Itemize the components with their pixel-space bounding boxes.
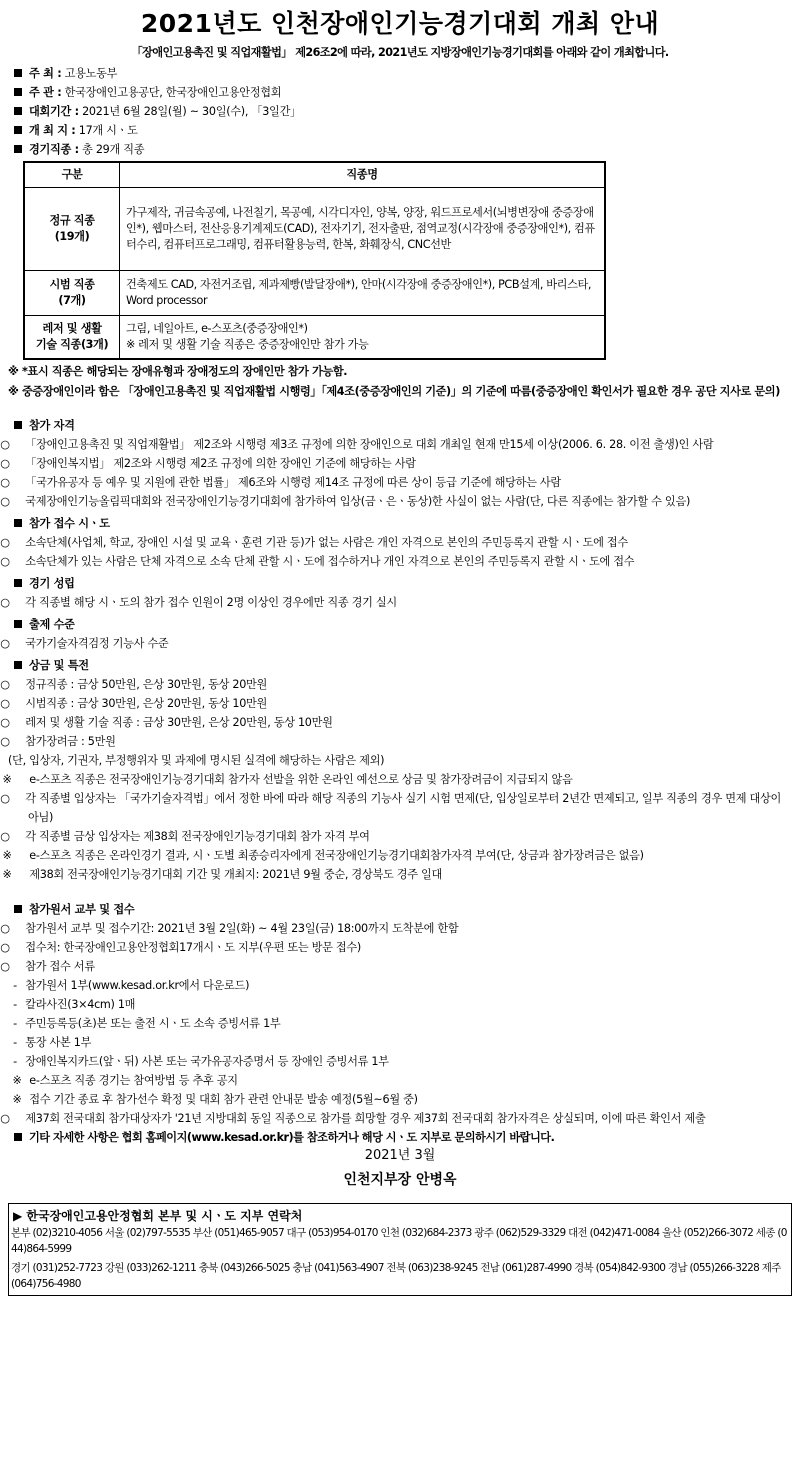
list-item: ○ 참가 접수 서류 (8, 957, 792, 976)
list-item: - 주민등록등(초)본 또는 출전 시ㆍ도 소속 증빙서류 1부 (8, 1014, 792, 1033)
signature-name: 인천지부장 안병옥 (343, 1172, 457, 1188)
table-jobs-cell: 건축제도 CAD, 자전거조립, 제과제빵(발달장애*), 안마(시각장애 중증장애인*), PCB설계, 바리스타, Word processor (120, 271, 606, 316)
overview-period: 대회기간 : 2021년 6월 28일(월) ~ 30일(수), 「3일간」 (8, 102, 792, 121)
list-item: ○ 각 직종별 입상자는 「국가기술자격법」에서 정한 바에 따라 해당 직종의 기능사 실기 시험 면제(단, 입상일로부터 2년간 면제되고, 일부 직종의 경우 면제 대상이 아님) (8, 789, 792, 827)
square-bullet-icon (14, 661, 22, 669)
contact-line-1: 본부 (02)3210-4056 서울 (02)797-5535 부산 (051)465-9057 대구 (053)954-0170 인천 (032)684-2373 광주 (062)529-3329 대전 (042)471-0084 울산 (052)266-3072 세종 (044)864-5999 (11, 1227, 787, 1255)
section-establish (0, 574, 792, 612)
dash-bullet-icon: - (13, 1055, 17, 1068)
dash-bullet-icon: - (13, 979, 17, 992)
list-item: ※ e-스포츠 직종은 온라인경기 결과, 시ㆍ도별 최종승리자에게 전국장애인기능경기대회참가자격 부여(단, 상금과 참가장려금은 없음) (8, 846, 792, 865)
list-item: ○ 레저 및 생활 기술 직종 : 금상 30만원, 은상 20만원, 동상 10만원 (8, 713, 792, 732)
dash-bullet-icon: - (13, 998, 17, 1011)
circle-bullet-icon: ○ (0, 830, 10, 843)
list-item: ○ 참가장려금 : 5만원 (8, 732, 792, 751)
section-level (0, 615, 792, 653)
list-item: ※ e-스포츠 직종 경기는 참여방법 등 추후 공지 (8, 1071, 792, 1090)
list-item: ○ 「장애인복지법」 제2조와 시행령 제2조 규정에 의한 장애인 기준에 해당하는 사람 (8, 454, 792, 473)
list-item: ○ 국가기술자격검정 기능사 수준 (8, 634, 792, 653)
list-item: ○ 각 직종별 해당 시ㆍ도의 참가 접수 인원이 2명 이상인 경우에만 직종 경기 실시 (8, 593, 792, 612)
section-title: 참가 접수 시ㆍ도 (29, 517, 110, 530)
list-item: ○ 시범직종 : 금상 30만원, 은상 20만원, 동상 10만원 (8, 694, 792, 713)
reference-mark-icon: ※ (2, 773, 12, 786)
signature-date: 2021년 3월 (364, 1148, 436, 1163)
overview-events: 경기직종 : 총 29개 직종 (8, 140, 792, 159)
list-item: ※ 접수 기간 종료 후 참가선수 확정 및 대회 참가 관련 안내문 발송 예정(5월~6월 중) (8, 1090, 792, 1109)
list-item: ※ e-스포츠 직종은 전국장애인기능경기대회 참가자 선발을 위한 온라인 예선으로 상금 및 참가장려금이 지급되지 않음 (8, 770, 792, 789)
circle-bullet-icon: ○ (0, 716, 10, 729)
square-bullet-icon (14, 905, 22, 913)
list-item: ○ 정규직종 : 금상 50만원, 은상 30만원, 동상 20만원 (8, 675, 792, 694)
square-bullet-icon (14, 519, 22, 527)
square-bullet-icon (14, 107, 22, 115)
closing-note: 기타 자세한 사항은 협회 홈페이지(www.kesad.or.kr)를 참조하거나 해당 시ㆍ도 지부로 문의하시기 바랍니다. (8, 1128, 792, 1147)
table-header-category: 구분 (24, 162, 120, 188)
list-item: - 참가원서 1부(www.kesad.or.kr에서 다운로드) (8, 976, 792, 995)
contact-box (8, 1203, 792, 1296)
contact-line-2: 경기 (031)252-7723 강원 (033)262-1211 충북 (043)266-5025 충남 (041)563-4907 전북 (063)238-9245 전남 (061)287-4990 경북 (054)842-9300 경남 (055)266-3228 제주 (064)756-4980 (11, 1262, 781, 1290)
circle-bullet-icon: ○ (0, 495, 10, 508)
list-item: ○ 국제장애인기능올림픽대회와 전국장애인기능경기대회에 참가하여 입상(금ㆍ은ㆍ동상)한 사실이 없는 사람(단, 다른 직종에는 참가할 수 있음) (8, 492, 792, 511)
section-title: 상금 및 특전 (29, 659, 89, 672)
subtitle: 「장애인고용촉진 및 직업재활법」 제26조2에 따라, 2021년도 지방장애인기능경기대회를 아래와 같이 개최합니다. (131, 46, 669, 59)
list-item: ○ 소속단체(사업체, 학교, 장애인 시설 및 교육ㆍ훈련 기관 등)가 없는 사람은 개인 자격으로 본인의 주민등록지 관할 시ㆍ도에 접수 (8, 533, 792, 552)
table-jobs-cell: 가구제작, 귀금속공예, 나전칠기, 목공예, 시각디자인, 양복, 양장, 워드프로세서(뇌병변장애 중증장애인*), 웹마스터, 전산응용기계제도(CAD), 전자기기, 전자출판, 점역교정(시각장애 중증장애인*), 컴퓨터수리, 컴퓨터프로그래밍, 컴퓨터활용능력, 한복, 화훼장식, CNC선반 (120, 188, 606, 271)
circle-bullet-icon: ○ (0, 1112, 10, 1125)
reference-mark-icon: ※ (12, 1093, 22, 1106)
section-title: 출제 수준 (29, 618, 75, 631)
overview-organizer: 주 관 : 한국장애인고용공단, 한국장애인고용안정협회 (8, 83, 792, 102)
circle-bullet-icon: ○ (0, 922, 10, 935)
dash-bullet-icon: - (13, 1017, 17, 1030)
list-item: (단, 입상자, 기권자, 부정행위자 및 과제에 명시된 실격에 해당하는 사람은 제외) (8, 754, 385, 767)
square-bullet-icon (14, 421, 22, 429)
table-jobs-cell: 그림, 네일아트, e-스포츠(중증장애인*) ※ 레저 및 생활 기술 직종은 중증장애인만 참가 가능 (120, 316, 606, 360)
circle-bullet-icon: ○ (0, 735, 10, 748)
reference-mark-icon: ※ (12, 1074, 22, 1087)
circle-bullet-icon: ○ (0, 536, 10, 549)
table-row (24, 316, 605, 360)
table-category-cell: 시범 직종 (7개) (24, 271, 120, 316)
square-bullet-icon (14, 579, 22, 587)
list-item: - 칼라사진(3×4cm) 1매 (8, 995, 792, 1014)
circle-bullet-icon: ○ (0, 438, 10, 451)
list-item: - 장애인복지카드(앞ㆍ뒤) 사본 또는 국가유공자증명서 등 장애인 증빙서류 1부 (8, 1052, 792, 1071)
list-item: ○ 제37회 전국대회 참가대상자가 '21년 지방대회 동일 직종으로 참가를 희망할 경우 제37회 전국대회 참가자격은 상실되며, 이에 따른 확인서 제출 (8, 1109, 792, 1128)
list-item: ○ 「국가유공자 등 예우 및 지원에 관한 법률」 제6조와 시행령 제14조 규정에 따른 상이 등급 기준에 해당하는 사람 (8, 473, 792, 492)
square-bullet-icon (14, 69, 22, 77)
page-title: 2021년도 인천장애인기능경기대회 개최 안내 (140, 9, 660, 38)
overview-list (8, 64, 792, 159)
note-marked-jobs: ※ *표시 직종은 해당되는 장애유형과 장애정도의 장애인만 참가 가능함. (8, 365, 348, 378)
circle-bullet-icon: ○ (0, 637, 10, 650)
circle-bullet-icon: ○ (0, 941, 10, 954)
circle-bullet-icon: ○ (0, 457, 10, 470)
section-title: 참가 자격 (29, 419, 75, 432)
table-row (24, 188, 605, 271)
note-severe-disability: ※ 중증장애인이라 함은 「장애인고용촉진 및 직업재활법 시행령」「제4조(중증장애인의 기준)」의 기준에 따름(중증장애인 확인서가 필요한 경우 공단 지사로 문의) (8, 385, 780, 398)
table-header-jobs: 직종명 (120, 162, 606, 188)
dash-bullet-icon: - (13, 1036, 17, 1049)
table-category-cell: 레저 및 생활 기술 직종(3개) (24, 316, 120, 360)
list-item: ○ 각 직종별 금상 입상자는 제38회 전국장애인기능경기대회 참가 자격 부여 (8, 827, 792, 846)
square-bullet-icon (14, 1133, 22, 1141)
reference-mark-icon: ※ (2, 849, 12, 862)
square-bullet-icon (14, 126, 22, 134)
circle-bullet-icon: ○ (0, 476, 10, 489)
contact-title: ▶ 한국장애인고용안정협회 본부 및 시ㆍ도 지부 연락처 (13, 1209, 303, 1223)
circle-bullet-icon: ○ (0, 792, 10, 805)
circle-bullet-icon: ○ (0, 678, 10, 691)
section-eligibility (0, 416, 792, 511)
list-item: ○ 「장애인고용촉진 및 직업재활법」 제2조와 시행령 제3조 규정에 의한 장애인으로 대회 개최일 현재 만15세 이상(2006. 6. 28. 이전 출생)인 사람 (8, 435, 792, 454)
circle-bullet-icon: ○ (0, 596, 10, 609)
circle-bullet-icon: ○ (0, 960, 10, 973)
overview-venue: 개 최 지 : 17개 시ㆍ도 (8, 121, 792, 140)
section-title: 경기 성립 (29, 577, 75, 590)
square-bullet-icon (14, 88, 22, 96)
square-bullet-icon (14, 620, 22, 628)
section-application (0, 900, 792, 1128)
circle-bullet-icon: ○ (0, 555, 10, 568)
list-item: ○ 참가원서 교부 및 접수기간: 2021년 3월 2일(화) ~ 4월 23일(금) 18:00까지 도착분에 한함 (8, 919, 792, 938)
section-region (0, 514, 792, 571)
table-row (24, 271, 605, 316)
table-category-cell: 정규 직종 (19개) (24, 188, 120, 271)
square-bullet-icon (14, 145, 22, 153)
list-item: ※ 제38회 전국장애인기능경기대회 기간 및 개최지: 2021년 9월 중순, 경상북도 경주 일대 (8, 865, 792, 884)
section-title: 참가원서 교부 및 접수 (29, 903, 135, 916)
list-item: ○ 소속단체가 있는 사람은 단체 자격으로 소속 단체 관할 시ㆍ도에 접수하거나 개인 자격으로 본인의 주민등록지 관할 시ㆍ도에 접수 (8, 552, 792, 571)
list-item: - 통장 사본 1부 (8, 1033, 792, 1052)
job-table (23, 161, 606, 360)
table-header-row (24, 162, 605, 188)
list-item: ○ 접수처: 한국장애인고용안정협회17개시ㆍ도 지부(우편 또는 방문 접수) (8, 938, 792, 957)
reference-mark-icon: ※ (2, 868, 12, 881)
section-prize (0, 656, 792, 884)
circle-bullet-icon: ○ (0, 697, 10, 710)
overview-host: 주 최 : 고용노동부 (8, 64, 792, 83)
